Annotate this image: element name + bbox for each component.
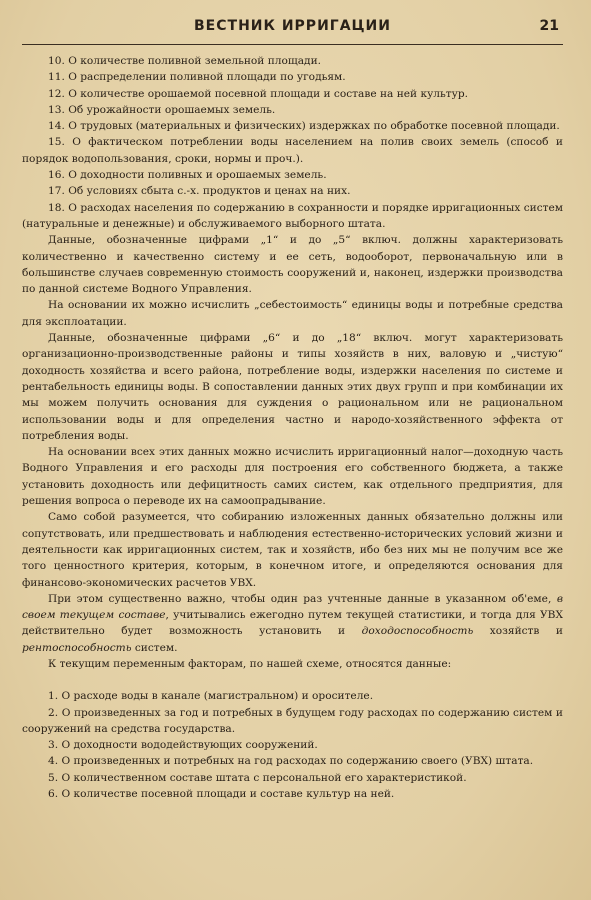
page-header (22, 0, 563, 45)
body-text (22, 53, 563, 802)
list-item: 10. О количестве поливной земельной площади. (48, 55, 321, 67)
text-run: хозяйств и (473, 625, 563, 638)
spacer (22, 672, 563, 688)
paragraph: К текущим переменным факторам, по нашей схеме, относятся данные: (48, 657, 452, 670)
list-item: 14. О трудовых (материальных и физических) издержках по обработке посевной площади. (48, 120, 560, 133)
italic-phrase: в своем текущем составе (22, 592, 563, 622)
list-item: 6. О количестве посевной площади и составе культур на ней. (48, 788, 395, 801)
list-item: 5. О количественном составе штата с персональной его характеристикой. (48, 771, 467, 784)
page-number: 21 (539, 18, 559, 34)
list-item: 2. О произведенных за год и потребных в будущем году расходах по содержанию систем и сооружений на средства государства. (22, 706, 563, 735)
list-item: 16. О доходности поливных и орошаемых земель. (48, 169, 327, 182)
journal-title: ВЕСТНИК ИРРИГАЦИИ (194, 18, 391, 34)
list-item: 11. О распределении поливной площади по угодьям. (48, 71, 346, 84)
list-item: 12. О количестве орошаемой посевной площади и составе на ней культур. (48, 87, 469, 100)
list-item: 17. Об условиях сбыта с.-х. продуктов и ценах на них. (48, 185, 351, 198)
paragraph: Само собой разумеется, что собиранию изложенных данных обязательно должны или сопутствовать, или предшествовать и наблюдения естественно-исторических условий жизни и деятельности как ирригационных систем, так и хозяйств, ибо без них мы не получим все же того ценностного критерия, которым, в конечном итоге, и определяются основания для финансово-экономических расчетов УВХ. (22, 511, 563, 589)
text-run: , учитывались ежегодно путем текущей статистики, и тогда для УВХ действительно будет возможность установить и (22, 609, 563, 638)
list-item: 1. О расходе воды в канале (магистральном) и оросителе. (48, 690, 374, 703)
list-item: 3. О доходности вододействующих сооружений. (48, 739, 318, 752)
paragraph: На основании всех этих данных можно исчислить ирригационный налог—доходную часть Водного Управления и его расходы для построения его собственного бюджета, а также установить доходность или дефицитность самих систем, как отдельного предприятия, для решения вопроса о переводе их на самоопрадывание. (22, 446, 563, 508)
paragraph: На основании их можно исчислить „себестоимость“ единицы воды и потребные средства для эксплоатации. (22, 299, 563, 328)
italic-phrase: доходоспособность (361, 625, 474, 638)
text-run: систем. (131, 641, 178, 654)
list-item: 15. О фактическом потреблении воды населением на полив своих земель (способ и порядок водопользования, сроки, нормы и проч.). (22, 136, 563, 165)
paragraph (22, 591, 563, 656)
paragraph: Данные, обозначенные цифрами „6“ и до „18“ включ. могут характеризовать организационно-производственные районы и типы хозяйств в них, валовую и „чистую“ доходность хозяйства и всего района, потребление воды, издержки населения по системе и рентабельность единицы воды. В сопоставлении данных этих двух групп и при комбинации их мы можем получить основания для суждения о рациональном или не рациональном использовании воды и для определения частно и народо-хозяйственного эффекта от потребления воды. (22, 332, 563, 442)
italic-phrase: рентоспособность (22, 641, 132, 654)
paragraph: Данные, обозначенные цифрами „1“ и до „5“ включ. должны характеризовать количественно и качественно систему и ее сеть, водооборот, первоначальную или в большинстве случаев современную стоимость сооружений и, наконец, издержки производства по данной системе Водного Управления. (22, 234, 563, 296)
text-run: При этом существенно важно, чтобы один раз учтенные данные в указанном об'еме, (48, 592, 557, 605)
list-item: 18. О расходах населения по содержанию в сохранности и порядке ирригационных систем (натуральные и денежные) и обслуживаемого выборного штата. (22, 201, 563, 230)
list-item: 4. О произведенных и потребных на год расходах по содержанию своего (УВХ) штата. (48, 755, 534, 768)
list-item: 13. Об урожайности орошаемых земель. (48, 103, 276, 116)
